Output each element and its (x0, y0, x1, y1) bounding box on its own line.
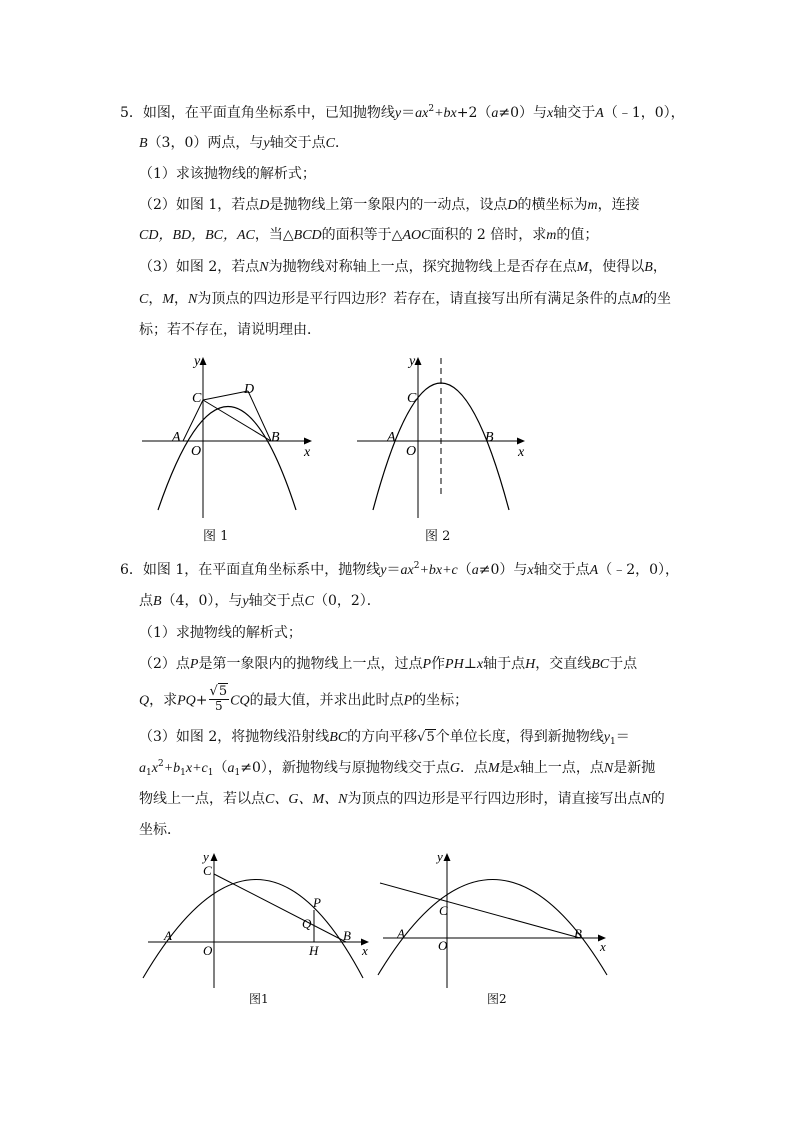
q5-line-2: B（3，0）两点，与y轴交于点C． (139, 135, 349, 151)
q6-figure-2 (375, 848, 615, 993)
parabola (158, 407, 296, 511)
parabola (378, 880, 607, 976)
sqrt-5: √5 (417, 730, 435, 745)
q5-part-1: （1）求该抛物线的解析式； (139, 166, 316, 182)
y-axis-arrow-icon (200, 357, 207, 365)
q5-part-3-line-3: 标；若不存在，请说明理由． (139, 322, 321, 338)
segment-AC (183, 400, 203, 441)
label-C: C (203, 863, 212, 878)
q6-part-3-line-3: 物线上一点，若以点C、G、M、N为顶点的四边形是平行四边形时，请直接写出点N的 (139, 791, 665, 807)
q6-part-3-line-4: 坐标． (139, 822, 181, 838)
label-y: y (409, 354, 416, 369)
label-O: O (191, 444, 202, 459)
label-A: A (172, 430, 181, 445)
label-B: B (343, 928, 351, 943)
q6-figure-1 (140, 848, 380, 993)
label-O: O (438, 938, 448, 953)
q6-fig1-caption: 图1 (249, 992, 269, 1006)
label-A: A (164, 928, 172, 943)
label-x: x (304, 445, 311, 460)
q6-line-1: 6．如图 1，在平面直角坐标系中，抛物线$y=ax^2+bx+c(a\ne 0)$与x轴交于点A（﹣2，0）， (120, 561, 680, 578)
label-H: H (309, 943, 319, 958)
label-x: x (518, 445, 525, 460)
label-B: B (485, 430, 494, 445)
fraction-sqrt5-over-5: $\frac{√5}{5}$ (209, 684, 228, 713)
label-C: C (439, 903, 448, 918)
y-axis-arrow-icon (211, 853, 218, 861)
x-axis-arrow-icon (517, 438, 525, 445)
y-axis-arrow-icon (415, 357, 422, 365)
label-y: y (194, 354, 201, 369)
q6-part-1: （1）求抛物线的解析式； (139, 625, 302, 641)
label-y: y (203, 849, 209, 864)
q5-figure-1 (140, 350, 330, 520)
label-P: P (313, 895, 321, 910)
label-O: O (406, 444, 417, 459)
q5-part-2-line-1: （2）如图 1，若点D是抛物线上第一象限内的一动点，设点D的横坐标为m，连接 (139, 197, 640, 213)
q6-part-2-line-1: （2）点P是第一象限内的抛物线上一点，过点P作PH⊥x轴于点H，交直线BC于点 (139, 656, 638, 672)
q5-part-3-line-1: （3）如图 2，若点N为抛物线对称轴上一点，探究抛物线上是否存在点M，使得以B， (139, 259, 667, 275)
q5-figure-2 (355, 350, 545, 520)
x-axis-arrow-icon (304, 438, 312, 445)
label-D: D (244, 382, 255, 397)
segment-CD (203, 391, 248, 400)
q5-fig1-caption: 图 1 (203, 529, 229, 544)
q6-part-3-line-2: $a_1x^2+b_1x+c_1(a_1\ne 0)$，新抛物线与原抛物线交于点G．点M是x轴上一点，点N是新抛 (139, 759, 656, 778)
q5-line-1: 5．如图，在平面直角坐标系中，已知抛物线$y=ax^2+bx+2(a\ne 0)$与x轴交于A（﹣1，0）， (120, 104, 685, 121)
q6-part-3-line-1: （3）如图 2，将抛物线沿射线BC的方向平移√5个单位长度，得到新抛物线$y_1=$ (139, 729, 630, 747)
label-A: A (387, 430, 396, 445)
label-C: C (407, 391, 417, 406)
label-C: C (192, 391, 202, 406)
label-Q: Q (302, 916, 312, 931)
q5-part-2-line-2: CD，BD，BC，AC，当△BCD的面积等于△AOC面积的 2 倍时，求m的值； (139, 227, 599, 243)
q6-line-2: 点B（4，0），与y轴交于点C（0，2）． (139, 593, 381, 609)
label-x: x (600, 939, 606, 954)
label-O: O (203, 943, 213, 958)
segment-BC (203, 400, 271, 441)
label-B: B (574, 926, 582, 941)
label-B: B (271, 430, 280, 445)
q5-fig2-caption: 图 2 (425, 529, 451, 544)
q6-part-2-line-2: Q，求PQ+ $\frac{√5}{5}$ CQ的最大值，并求出此时点P的坐标； (139, 684, 469, 713)
label-A: A (397, 926, 405, 941)
y-axis-arrow-icon (444, 853, 451, 861)
label-y: y (437, 849, 443, 864)
label-x: x (362, 943, 368, 958)
q5-part-3-line-2: C，M，N为顶点的四边形是平行四边形？若存在，请直接写出所有满足条件的点M的坐 (139, 291, 672, 307)
q6-fig2-caption: 图2 (487, 992, 507, 1006)
